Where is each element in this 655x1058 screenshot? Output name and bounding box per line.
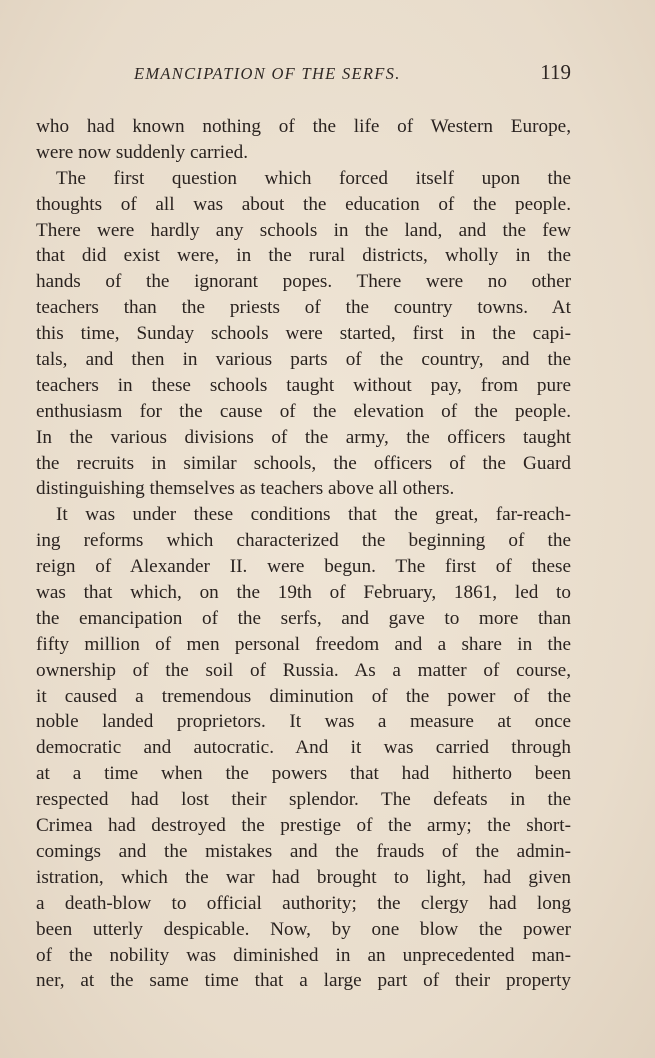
text-line: this time, Sunday schools were started, first in the capi- [36, 323, 571, 345]
text-line: comings and the mistakes and the frauds of the admin- [36, 840, 571, 862]
text-line: reign of Alexander II. were begun. The first of these [36, 556, 571, 578]
text-line: enthusiasm for the cause of the elevation of the people. [36, 400, 571, 422]
text-line: teachers than the priests of the country towns. At [36, 297, 571, 319]
text-line: democratic and autocratic. And it was carried through [36, 737, 571, 759]
text-line: that did exist were, in the rural districts, wholly in the [36, 245, 571, 267]
text-line: it caused a tremendous diminution of the power of the [36, 685, 571, 707]
text-line: distinguishing themselves as teachers above all others. [36, 478, 455, 500]
text-line: ner, at the same time that a large part of their property [36, 970, 571, 992]
text-line: the emancipation of the serfs, and gave to more than [36, 607, 571, 629]
text-line: It was under these conditions that the great, far-reach- [56, 504, 571, 526]
text-line: There were hardly any schools in the land, and the few [36, 219, 571, 241]
text-line: were now suddenly carried. [36, 141, 249, 163]
text-line: fifty million of men personal freedom and a share in the [36, 633, 571, 655]
text-line: noble landed proprietors. It was a measure at once [36, 711, 571, 733]
text-line: who had known nothing of the life of Western Europe, [36, 116, 571, 137]
text-line: been utterly despicable. Now, by one blow the power [36, 918, 571, 940]
text-line: ownership of the soil of Russia. As a matter of course, [36, 659, 571, 681]
text-line: respected had lost their splendor. The defeats in the [36, 789, 571, 811]
text-line: The first question which forced itself upon the [56, 167, 571, 189]
text-line: hands of the ignorant popes. There were no other [36, 271, 571, 293]
text-line: istration, which the war had brought to light, had given [36, 866, 571, 888]
page-header [36, 60, 571, 90]
text-line: a death-blow to official authority; the clergy had long [36, 892, 571, 914]
text-line: the recruits in similar schools, the officers of the Guard [36, 452, 571, 474]
text-line: In the various divisions of the army, the officers taught [36, 426, 571, 448]
text-line: ing reforms which characterized the beginning of the [36, 530, 571, 552]
text-line: teachers in these schools taught without pay, from pure [36, 374, 571, 396]
text-line: was that which, on the 19th of February, 1861, led to [36, 582, 571, 604]
text-line: tals, and then in various parts of the country, and the [36, 349, 571, 371]
page-number: 119 [540, 60, 571, 84]
running-head: EMANCIPATION OF THE SERFS. [134, 64, 401, 83]
text-line: thoughts of all was about the education of the people. [36, 193, 571, 215]
text-line: of the nobility was diminished in an unprecedented man- [36, 944, 571, 966]
text-line: Crimea had destroyed the prestige of the army; the short- [36, 815, 571, 837]
body-text [36, 114, 571, 994]
text-line: at a time when the powers that had hitherto been [36, 763, 571, 785]
